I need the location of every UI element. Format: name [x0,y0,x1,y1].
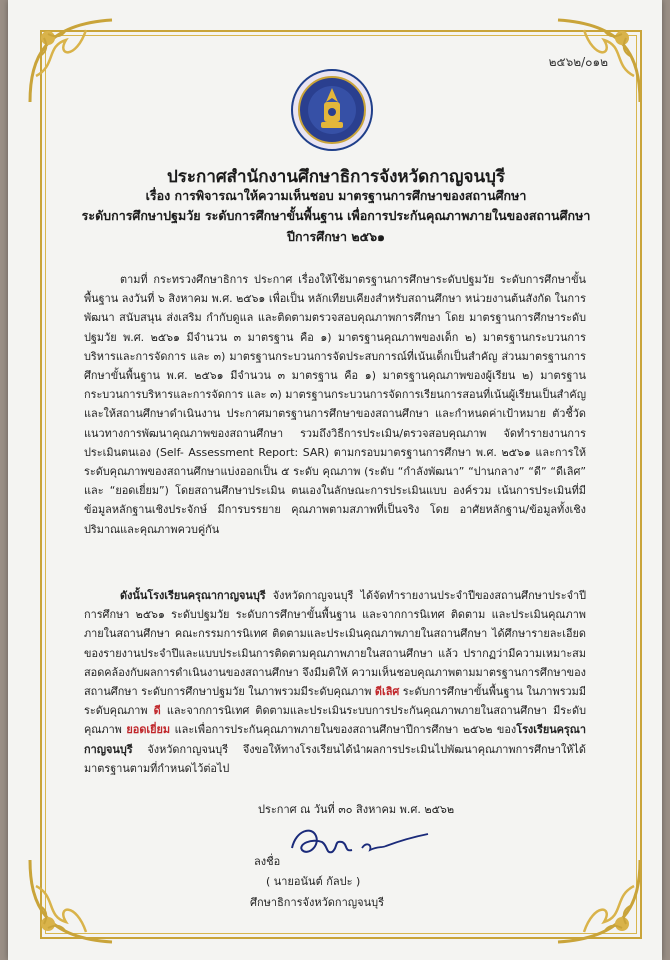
quality-level-basic-education: ดี [153,704,161,718]
school-name: โรงเรียนครุณากาญจนบุรี [84,723,587,756]
body-paragraph-1: ตามที่ กระทรวงศึกษาธิการ ประกาศ เรื่องให้ใช้มาตรฐานการศึกษาระดับปฐมวัย ระดับการศึกษาขั้นพื้นฐาน ลงวันที่ ๖ สิงหาคม พ.ศ. ๒๕๖๑ เพื่อเป็น หลักเทียบเคียงสำหรับสถานศึกษา หน่วยงานต้นสังกัด ในการพัฒนา สนับสนุน ส่งเสริม กำกับดูแล และติดตามตรวจสอบคุณภาพการศึกษา โดย มาตรฐานการศึกษาระดับปฐมวัย พ.ศ. ๒๕๖๑ มีจำนวน ๓ มาตรฐาน คือ ๑) มาตรฐานคุณภาพของเด็ก ๒) มาตรฐานกระบวนการบริหารและการจัดการ และ ๓) มาตรฐานกระบวนการจัดประสบการณ์ที่เน้นเด็กเป็นสำคัญ ส่วนมาตรฐานการศึกษาขั้นพื้นฐาน พ.ศ. ๒๕๖๑ มีจำนวน ๓ มาตรฐาน คือ ๑) มาตรฐานคุณภาพของผู้เรียน ๒) มาตรฐานกระบวนการบริหารและการจัดการ และ ๓) มาตรฐานกระบวนการจัดการเรียนการสอนที่เน้นผู้เรียนเป็นสำคัญ และให้สถานศึกษาดำเนินงาน ประกาศมาตรฐานการศึกษาของสถานศึกษา และกำหนดค่าเป้าหมาย ตัวชี้วัด แนวทางการพัฒนาคุณภาพของสถานศึกษา รวมถึงวิธีการประเมิน/ตรวจสอบคุณภาพ จัดทำรายงานการประเมินตนเอง (Self- Assessment Report: SAR) ตามกรอบมาตรฐานการศึกษา พ.ศ. ๒๕๖๑ และการให้ระดับคุณภาพของสถานศึกษาแบ่งออกเป็น ๕ ระดับ คุณภาพ (ระดับ “กำลังพัฒนา” “ปานกลาง” “ดี” “ดีเลิศ” และ “ยอดเยี่ยม”) โดยสถานศึกษาประเมิน ตนเองในลักษณะการประเมินแบบ องค์รวม เน้นการประเมินที่มีข้อมูลหลักฐานเชิงประจักษ์ มีการบรรยาย คุณภาพตามสภาพที่เป็นจริง โดย อาศัยหลักฐาน/ข้อมูลทั้งเชิงปริมาณและคุณภาพควบคู่กัน [84,273,586,536]
signer-position: ศึกษาธิการจังหวัดกาญจนบุรี [250,896,384,909]
signer-name: ( นายอนันต์ กัลปะ ) [266,875,361,888]
sign-label: ลงชื่อ [254,855,281,868]
body-paragraph-2 [84,586,586,778]
document-number: ๒๕๖๒/๐๑๒ [548,55,608,69]
quality-level-internal-assurance: ยอดเยี่ยม [126,723,171,737]
ministry-seal-icon [290,68,374,152]
school-name-lead: ดังนั้นโรงเรียนครุณากาญจนบุรี [120,589,266,602]
handwritten-signature-icon [282,818,432,868]
subject-line-2: ระดับการศึกษาปฐมวัย ระดับการศึกษาขั้นพื้นฐาน เพื่อการประกันคุณภาพภายในของสถานศึกษา [81,208,591,223]
p2-text-b: ระดับการศึกษาขั้นพื้นฐาน ในภาพรวมมีระดับคุณภาพ [84,685,587,718]
corner-ornament-icon [554,856,644,946]
announced-date: ประกาศ ณ วันที่ ๓๐ สิงหาคม พ.ศ. ๒๕๖๒ [258,803,455,816]
announcement-title: ประกาศสำนักงานศึกษาธิการจังหวัดกาญจนบุรี [166,167,506,187]
p2-text-a: จังหวัดกาญจนบุรี ได้จัดทำรายงานประจำปีของสถานศึกษาประจำปีการศึกษา ๒๕๖๑ ระดับปฐมวัย ระดับการศึกษาขั้นพื้นฐาน และจากการนิเทศ ติดตาม และประเมินคุณภาพภายในสถานศึกษา คณะกรรมการนิเทศ ติดตามและประเมินคุณภาพภายในสถานศึกษา ได้ศึกษารายละเอียดของรายงานประจำปีและแบบประเมินการติดตามคุณภาพภายในสถานศึกษา แล้ว ปรากฏว่ามีความเหมาะสมสอดคล้องกับผลการดำเนินงานของสถานศึกษา จึงมีมติให้ ความเห็นชอบคุณภาพตามมาตรฐานการศึกษาของสถานศึกษา ระดับการศึกษาปฐมวัย ในภาพรวมมีระดับคุณภาพ [84,589,586,699]
p2-text-d: และเพื่อการประกันคุณภาพภายในของสถานศึกษาปีการศึกษา ๒๕๖๒ ของ [170,723,517,737]
corner-ornament-icon [26,16,116,106]
quality-level-early-childhood: ดีเลิศ [374,685,400,699]
p2-text-e: จังหวัดกาญจนบุรี จึงขอให้ทางโรงเรียนได้นำผลการประเมินไปพัฒนาคุณภาพการศึกษาให้ได้มาตรฐานตามที่กำหนดไว้ต่อไป [84,742,586,775]
corner-ornament-icon [26,856,116,946]
subject-line-1: เรื่อง การพิจารณาให้ความเห็นชอบ มาตรฐานการศึกษาของสถานศึกษา [145,188,527,203]
p2-text-c: และจากการนิเทศ ติดตามและประเมินระบบการประกันคุณภาพภายในสถานศึกษา มีระดับคุณภาพ [84,704,586,737]
subject-line-3: ปีการศึกษา ๒๕๖๑ [287,229,385,244]
